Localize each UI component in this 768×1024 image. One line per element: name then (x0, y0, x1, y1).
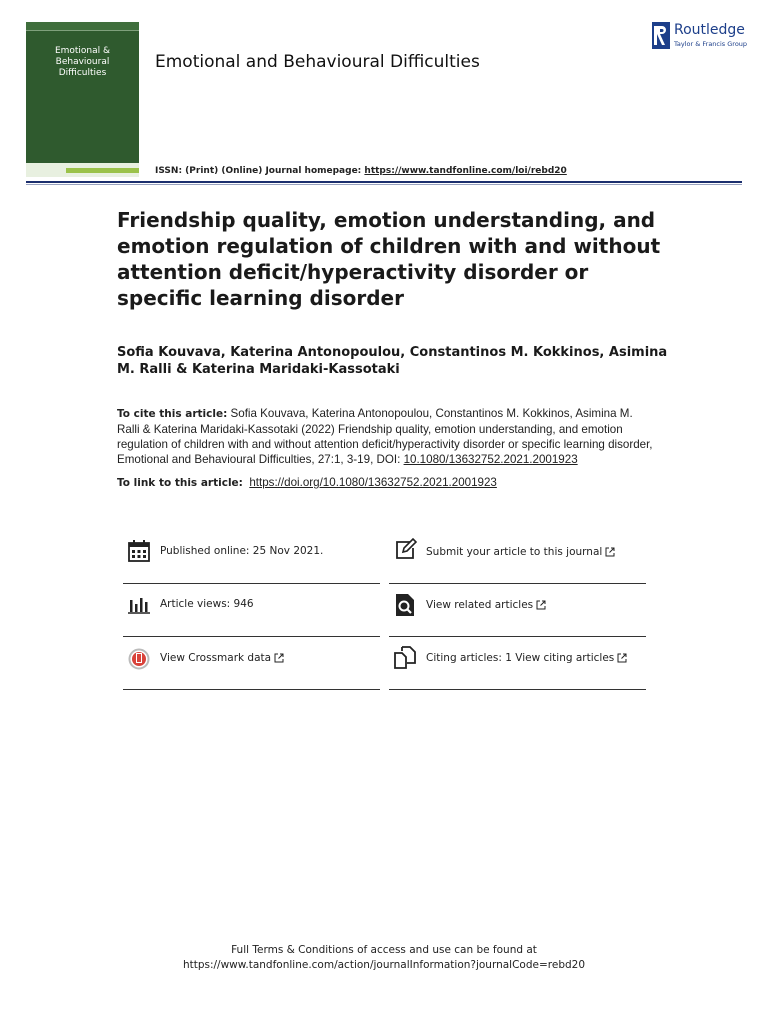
external-link-icon (617, 653, 627, 663)
grid-divider (123, 583, 380, 584)
cover-title-line-1: Emotional & (54, 46, 111, 56)
published-online-cell (123, 537, 380, 589)
article-views-cell (123, 590, 380, 642)
footer-line-1: Full Terms & Conditions of access and use can be found at (231, 944, 537, 956)
grid-divider (123, 636, 380, 637)
view-crossmark-text: View Crossmark data (160, 652, 272, 664)
cover-top-band (26, 22, 139, 31)
grid-divider (389, 689, 646, 690)
journal-homepage-link[interactable]: https://www.tandfonline.com/loi/rebd20 (364, 166, 567, 176)
cover-title (26, 46, 139, 79)
related-articles-cell[interactable] (389, 590, 646, 642)
link-label: To link to this article: (117, 477, 243, 489)
journal-cover (26, 22, 139, 177)
article-doi-link[interactable]: https://doi.org/10.1080/13632752.2021.2001923 (249, 476, 497, 489)
journal-name: Emotional and Behavioural Difficulties (155, 52, 480, 72)
cover-bottom-band (26, 163, 139, 177)
submit-article-link[interactable] (426, 546, 615, 558)
footer-terms (0, 943, 768, 973)
citation-block (117, 406, 653, 467)
grid-divider (389, 583, 646, 584)
submit-article-cell[interactable] (389, 537, 646, 589)
article-title: Friendship quality, emotion understanding, and emotion regulation of children with and without attention deficit/hyperactivity disorder or specific learning disorder (117, 208, 661, 310)
external-link-icon (605, 547, 615, 557)
header-rule-thin (26, 184, 742, 185)
routledge-logo-icon (652, 22, 670, 49)
publisher-logo (652, 22, 752, 52)
grid-divider (389, 636, 646, 637)
cite-text: Sofia Kouvava, Katerina Antonopoulou, Constantinos M. Kokkinos, Asimina M. Ralli & Katerina Maridaki-Kassotaki (2022) Friendship quality, emotion understanding, and emotion regulation of children with and without attention deficit/hyperactivity disorder or specific learning disorder, Emotional and Behavioural Difficulties, 27:1, 3-19, DOI: (117, 407, 653, 466)
view-citing-link[interactable] (426, 652, 627, 664)
cite-label: To cite this article: (117, 408, 228, 420)
publisher-tagline: Taylor & Francis Group (674, 40, 748, 48)
crossmark-icon (127, 648, 151, 672)
citing-articles-cell[interactable] (389, 643, 646, 695)
footer-terms-url[interactable]: https://www.tandfonline.com/action/journalInformation?journalCode=rebd20 (182, 959, 586, 971)
article-views-text: Article views: 946 (160, 598, 254, 610)
view-related-link[interactable] (426, 599, 546, 611)
citing-articles-text: Citing articles: 1 View citing articles (426, 652, 615, 664)
published-online-text: Published online: 25 Nov 2021. (160, 545, 324, 557)
article-authors: Sofia Kouvava, Katerina Antonopoulou, Constantinos M. Kokkinos, Asimina M. Ralli & Katerina Maridaki-Kassotaki (117, 345, 668, 377)
grid-divider (123, 689, 380, 690)
submit-article-text: Submit your article to this journal (426, 546, 603, 558)
view-crossmark-link[interactable] (160, 652, 284, 664)
cover-title-line-3: Difficulties (58, 68, 107, 78)
issn-line (155, 166, 567, 176)
article-link-line (117, 476, 497, 489)
external-link-icon (536, 600, 546, 610)
document-search-icon (393, 593, 417, 617)
cover-title-line-2: Behavioural (55, 57, 110, 67)
calendar-icon (127, 539, 151, 563)
header-rule (26, 181, 742, 183)
publisher-name: Routledge (674, 22, 745, 38)
crossmark-cell[interactable] (123, 643, 380, 695)
cite-doi-link[interactable]: 10.1080/13632752.2021.2001923 (403, 453, 578, 466)
cover-stripe (66, 168, 139, 173)
bar-chart-icon (127, 592, 151, 616)
external-link-icon (274, 653, 284, 663)
citing-documents-icon (393, 645, 417, 669)
edit-icon (393, 538, 417, 562)
issn-label: ISSN: (Print) (Online) Journal homepage: (155, 166, 365, 176)
view-related-text: View related articles (426, 599, 534, 611)
